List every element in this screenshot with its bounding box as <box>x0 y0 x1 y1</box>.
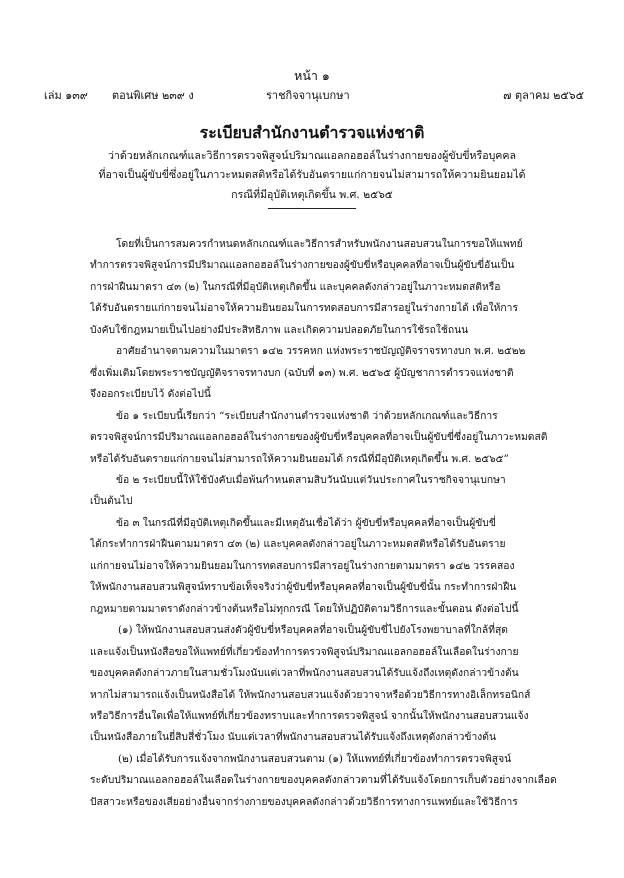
body-line: เป็นต้นไป <box>90 495 133 508</box>
special-issue-label: ตอนพิเศษ ๒๓๙ ง <box>112 89 194 102</box>
subtitle-line-1: ว่าด้วยหลักเกณฑ์และวิธีการตรวจพิสูจน์ปริมาณแอลกอฮอล์ในร่างกายของผู้ขับขี่หรือบุคคล <box>108 150 516 162</box>
publication-date: ๗ ตุลาคม ๒๕๖๕ <box>503 89 584 102</box>
body-line: แก่กายจนไม่อาจให้ความยินยอมในการทดสอบการมีสารอยู่ในร่างกายตามมาตรา ๑๔๒ วรรคสอง <box>90 559 515 572</box>
body-line: ปัสสาวะหรือของเสียอย่างอื่นจากร่างกายของบุคคลดังกล่าวด้วยวิธีการทางการแพทย์และใช้วิธีการ <box>90 795 518 808</box>
body-line: (๒) เมื่อได้รับการแจ้งจากพนักงานสอบสวนตาม (๑) ให้แพทย์ที่เกี่ยวข้องทำการตรวจพิสูจน์ <box>118 752 512 765</box>
body-line: หรือวิธีการอื่นใดเพื่อให้แพทย์ที่เกี่ยวข้องทราบและทำการตรวจพิสูจน์ จากนั้นให้พนักงานสอบสวนแจ้ง <box>90 709 529 722</box>
body-line: เป็นหนังสือภายในยี่สิบสี่ชั่วโมง นับแต่เวลาที่พนักงานสอบสวนได้รับแจ้งถึงเหตุดังกล่าวข้างต้น <box>90 731 496 744</box>
body-line: หากไม่สามารถแจ้งเป็นหนังสือได้ ให้พนักงานสอบสวนแจ้งด้วยวาจาหรือด้วยวิธีการทางอิเล็กทรอนิกส์ <box>90 688 531 701</box>
body-line: ได้กระทำการฝ่าฝืนตามมาตรา ๔๓ (๒) และบุคคลดังกล่าวอยู่ในภาวะหมดสติหรือได้รับอันตราย <box>90 538 506 551</box>
body-line: ข้อ ๒ ระเบียบนี้ให้ใช้บังคับเมื่อพ้นกำหนดสามสิบวันนับแต่วันประกาศในราชกิจจานุเบกษา <box>116 473 506 486</box>
page-number: หน้า ๑ <box>294 68 330 83</box>
body-line: การฝ่าฝืนมาตรา ๔๓ (๒) ในกรณีที่มีอุบัติเหตุเกิดขึ้น และบุคคลดังกล่าวอยู่ในภาวะหมดสติหรือ <box>90 280 501 293</box>
body-line: บังคับใช้กฎหมายเป็นไปอย่างมีประสิทธิภาพ และเกิดความปลอดภัยในการใช้รถใช้ถนน <box>90 323 469 336</box>
body-line: หรือได้รับอันตรายแก่กายจนไม่สามารถให้ความยินยอมได้ กรณีที่มีอุบัติเหตุเกิดขึ้น พ.ศ. ๒๕๖๕” <box>90 452 509 465</box>
body-line: ข้อ ๑ ระเบียบนี้เรียกว่า “ระเบียบสำนักงานตำรวจแห่งชาติ ว่าด้วยหลักเกณฑ์และวิธีการ <box>116 409 498 422</box>
gazette-name: ราชกิจจานุเบกษา <box>266 89 350 102</box>
body-line: ซึ่งเพิ่มเติมโดยพระราชบัญญัติจราจรทางบก (ฉบับที่ ๑๓) พ.ศ. ๒๕๖๕ ผู้บัญชาการตำรวจแห่งชาติ <box>90 366 514 379</box>
body-line: กฎหมายตามมาตราดังกล่าวข้างต้นหรือไม่ทุกกรณี โดยให้ปฏิบัติตามวิธีการและขั้นตอน ดังต่อไปนี้ <box>90 602 519 615</box>
body-line: และแจ้งเป็นหนังสือขอให้แพทย์ที่เกี่ยวข้องทำการตรวจพิสูจน์ปริมาณแอลกอฮอล์ในเลือดในร่างกาย <box>90 645 519 658</box>
body-line: อาศัยอำนาจตามความในมาตรา ๑๔๒ วรรคหก แห่งพระราชบัญญัติจราจรทางบก พ.ศ. ๒๕๒๒ <box>116 345 526 358</box>
volume-label: เล่ม ๑๓๙ <box>44 89 88 102</box>
body-line: ให้พนักงานสอบสวนพิสูจน์ทราบข้อเท็จจริงว่าผู้ขับขี่หรือบุคคลที่อาจเป็นผู้ขับขี่นั้น กระทำการฝ่าฝืน <box>90 581 517 594</box>
body-line: ได้รับอันตรายแก่กายจนไม่อาจให้ความยินยอมในการทดสอบการมีสารอยู่ในร่างกายได้ เพื่อให้การ <box>90 302 518 315</box>
subtitle-line-2: ที่อาจเป็นผู้ขับขี่ซึ่งอยู่ในภาวะหมดสติหรือได้รับอันตรายแก่กายจนไม่สามารถให้ความยินยอมได้ <box>98 169 526 181</box>
subtitle-line-3: กรณีที่มีอุบัติเหตุเกิดขึ้น พ.ศ. ๒๕๖๕ <box>231 189 393 201</box>
body-line: โดยที่เป็นการสมควรกำหนดหลักเกณฑ์และวิธีการสำหรับพนักงานสอบสวนในการขอให้แพทย์ <box>116 238 523 250</box>
document-title: ระเบียบสำนักงานตำรวจแห่งชาติ <box>199 123 425 142</box>
body-line: ทำการตรวจพิสูจน์การมีปริมาณแอลกอฮอล์ในร่างกายของผู้ขับขี่หรือบุคคลที่อาจเป็นผู้ขับขี่อันเป็น <box>90 259 515 272</box>
body-line: ระดับปริมาณแอลกอฮอล์ในเลือดในร่างกายของบุคคลดังกล่าวตามที่ได้รับแจ้งโดยการเก็บตัวอย่างจากเลือด <box>90 774 557 787</box>
body-line: ข้อ ๓ ในกรณีที่มีอุบัติเหตุเกิดขึ้นและมีเหตุอันเชื่อได้ว่า ผู้ขับขี่หรือบุคคลที่อาจเป็นผู้ขับขี่ <box>116 516 496 529</box>
body-line: ตรวจพิสูจน์การมีปริมาณแอลกอฮอล์ในร่างกายของผู้ขับขี่หรือบุคคลที่อาจเป็นผู้ขับขี่ซึ่งอยู่ในภาวะหมดสติ <box>90 431 548 443</box>
body-line: (๑) ให้พนักงานสอบสวนส่งตัวผู้ขับขี่หรือบุคคลที่อาจเป็นผู้ขับขี่ไปยังโรงพยาบาลที่ใกล้ที่สุด <box>118 624 508 637</box>
body-line: จึงออกระเบียบไว้ ดังต่อไปนี้ <box>90 388 211 401</box>
title-divider <box>268 208 356 209</box>
body-line: ของบุคคลดังกล่าวภายในสามชั่วโมงนับแต่เวลาที่พนักงานสอบสวนได้รับแจ้งถึงเหตุดังกล่าวข้างต้น <box>90 667 519 679</box>
